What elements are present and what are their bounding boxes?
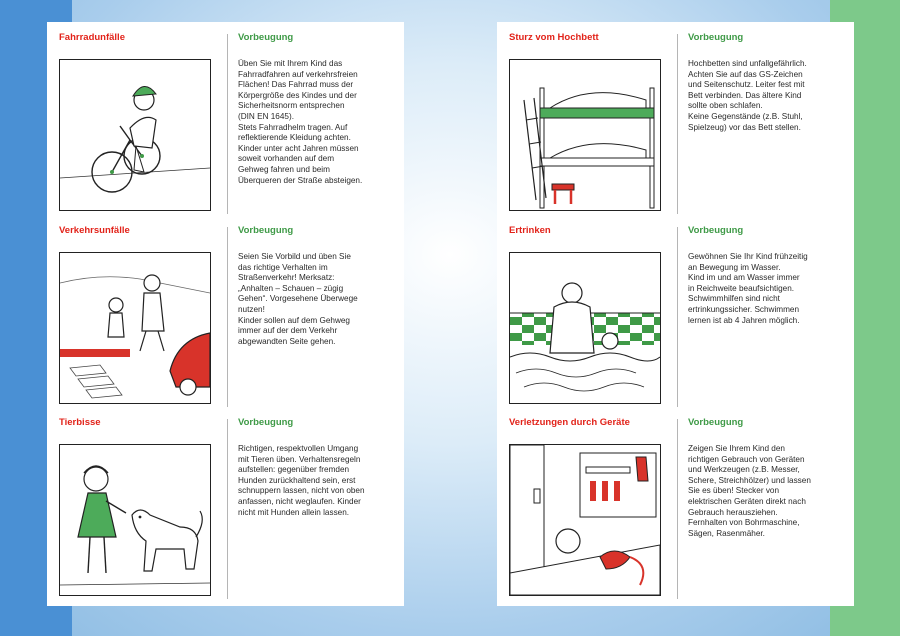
risk-title: Verletzungen durch Geräte <box>509 417 630 428</box>
prevention-text: Gewöhnen Sie Ihr Kind frühzeitig an Bewegung im Wasser. Kind im und am Wasser immer in Reichweite beaufsichtigen. Schwimmhilfen sind nicht ertrinkungssicher. Schwimmen lernen ist ab 4 Jahren möglich. <box>688 252 808 325</box>
prevention-title: Vorbeugung <box>688 32 744 43</box>
left-page <box>47 22 404 606</box>
risk-title: Fahrradunfälle <box>59 32 125 43</box>
child-on-bicycle-icon <box>59 59 211 211</box>
column-divider <box>677 227 678 407</box>
right-page <box>497 22 854 606</box>
column-divider <box>677 419 678 599</box>
prevention-text: Zeigen Sie Ihrem Kind den richtigen Gebrauch von Geräten und Werkzeugen (z.B. Messer, Schere, Streichhölzer) und lassen Sie es üben! Stecker von elektrischen Geräten direkt nach Gebrauch herausziehen. Fernhalten von Bohrmaschine, Sägen, Rasenmäher. <box>688 444 811 538</box>
section-bicycle <box>47 32 404 222</box>
prevention-text: Üben Sie mit Ihrem Kind das Fahrradfahren auf verkehrsfreien Flächen! Das Fahrrad muss der Körpergröße des Kindes und der Sicherheitsnorm entsprechen (DIN EN 1645). Stets Fahrradhelm tragen. Auf reflektierende Kleidung achten. Kinder unter acht Jahren müssen soweit vorhanden auf dem Gehweg fahren und beim Überqueren der Straße absteigen. <box>238 59 363 185</box>
column-divider <box>677 34 678 214</box>
tools-workshop-icon <box>509 444 661 596</box>
section-drowning <box>497 225 854 415</box>
column-divider <box>227 419 228 599</box>
section-animal-bites <box>47 417 404 607</box>
risk-title: Sturz vom Hochbett <box>509 32 599 43</box>
bunk-bed-icon <box>509 59 661 211</box>
pedestrians-crossing-icon <box>59 252 211 404</box>
risk-title: Ertrinken <box>509 225 551 236</box>
column-divider <box>227 34 228 214</box>
section-tool-injuries <box>497 417 854 607</box>
column-divider <box>227 227 228 407</box>
prevention-text: Seien Sie Vorbild und üben Sie das richtige Verhalten im Straßenverkehr! Merksatz: „Anhalten – Schauen – zügig Gehen“. Vorgesehene Überwege nutzen! Kinder sollen auf dem Gehweg immer auf der dem Verkehr abgewandten Seite gehen. <box>238 252 358 346</box>
section-traffic <box>47 225 404 415</box>
prevention-text: Richtigen, respektvollen Umgang mit Tieren üben. Verhaltensregeln aufstellen: gegenüber fremden Hunden zurückhaltend sein, erst schnuppern lassen, nicht von oben anfassen, nicht weglaufen. Kinder nicht mit Hunden allein lassen. <box>238 444 365 517</box>
swimming-pool-icon <box>509 252 661 404</box>
risk-title: Verkehrsunfälle <box>59 225 130 236</box>
prevention-title: Vorbeugung <box>238 417 294 428</box>
risk-title: Tierbisse <box>59 417 101 428</box>
prevention-title: Vorbeugung <box>238 32 294 43</box>
girl-with-dog-icon <box>59 444 211 596</box>
prevention-title: Vorbeugung <box>688 417 744 428</box>
prevention-text: Hochbetten sind unfallgefährlich. Achten Sie auf das GS-Zeichen und Seitenschutz. Leiter fest mit Bett verbinden. Das ältere Kind sollte oben schlafen. Keine Gegenstände (z.B. Stuhl, Spielzeug) vor das Bett stellen. <box>688 59 807 132</box>
section-bunk-bed <box>497 32 854 222</box>
prevention-title: Vorbeugung <box>688 225 744 236</box>
prevention-title: Vorbeugung <box>238 225 294 236</box>
